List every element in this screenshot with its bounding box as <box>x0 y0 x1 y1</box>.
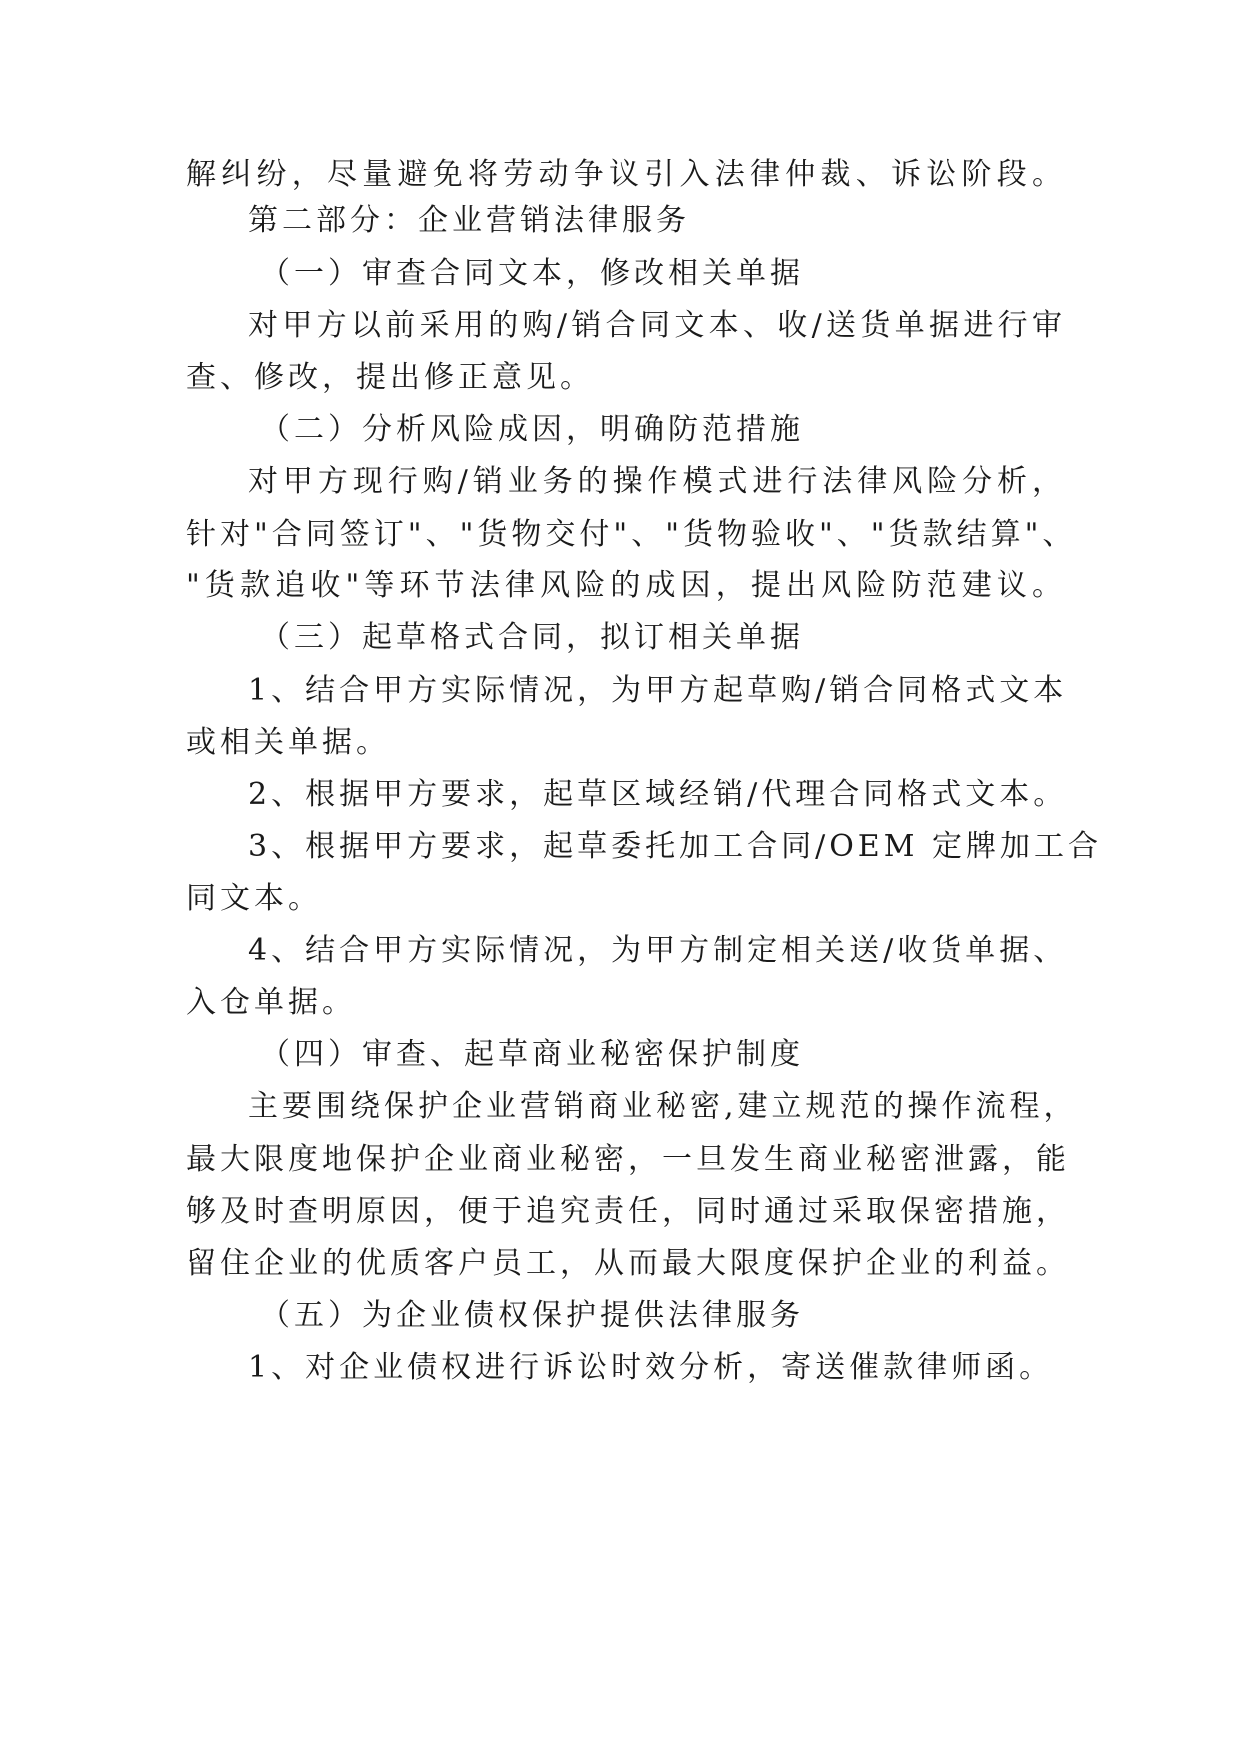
paragraph-line: 留住企业的优质客户员工，从而最大限度保护企业的利益。 <box>186 1246 1070 1281</box>
list-item: 3、根据甲方要求，起草委托加工合同/OEM 定牌加工合 <box>248 829 1102 864</box>
list-item: 4、结合甲方实际情况，为甲方制定相关送/收货单据、 <box>248 933 1068 968</box>
paragraph-line: 针对"合同签订"、"货物交付"、"货物验收"、"货款结算"、 <box>186 517 1077 552</box>
list-item: 1、结合甲方实际情况，为甲方起草购/销合同格式文本 <box>248 673 1068 708</box>
list-item: 2、根据甲方要求，起草区域经销/代理合同格式文本。 <box>248 777 1068 812</box>
paragraph-line: 解纠纷，尽量避免将劳动争议引入法律仲裁、诉讼阶段。 <box>186 157 1066 192</box>
subsection-heading: （四）审查、起草商业秘密保护制度 <box>260 1037 804 1072</box>
subsection-heading: （五）为企业债权保护提供法律服务 <box>260 1298 804 1333</box>
paragraph-line: 够及时查明原因，便于追究责任，同时通过采取保密措施， <box>186 1194 1070 1229</box>
subsection-heading: （一）审查合同文本，修改相关单据 <box>260 256 804 291</box>
paragraph-line: 主要围绕保护企业营销商业秘密,建立规范的操作流程， <box>248 1089 1078 1124</box>
section-heading: 第二部分：企业营销法律服务 <box>248 203 690 238</box>
list-item: 1、对企业债权进行诉讼时效分析，寄送催款律师函。 <box>248 1350 1054 1385</box>
list-item-continuation: 或相关单据。 <box>186 725 390 760</box>
list-item-continuation: 同文本。 <box>186 881 322 916</box>
paragraph-line: 对甲方以前采用的购/销合同文本、收/送货单据进行审 <box>248 308 1066 343</box>
paragraph-line: 对甲方现行购/销业务的操作模式进行法律风险分析， <box>248 464 1066 499</box>
subsection-heading: （二）分析风险成因，明确防范措施 <box>260 412 804 447</box>
list-item-continuation: 入仓单据。 <box>186 985 356 1020</box>
paragraph-line: "货款追收"等环节法律风险的成因，提出风险防范建议。 <box>186 568 1066 603</box>
paragraph-line: 最大限度地保护企业商业秘密，一旦发生商业秘密泄露，能 <box>186 1142 1070 1177</box>
subsection-heading: （三）起草格式合同，拟订相关单据 <box>260 620 804 655</box>
paragraph-line: 查、修改，提出修正意见。 <box>186 360 594 395</box>
